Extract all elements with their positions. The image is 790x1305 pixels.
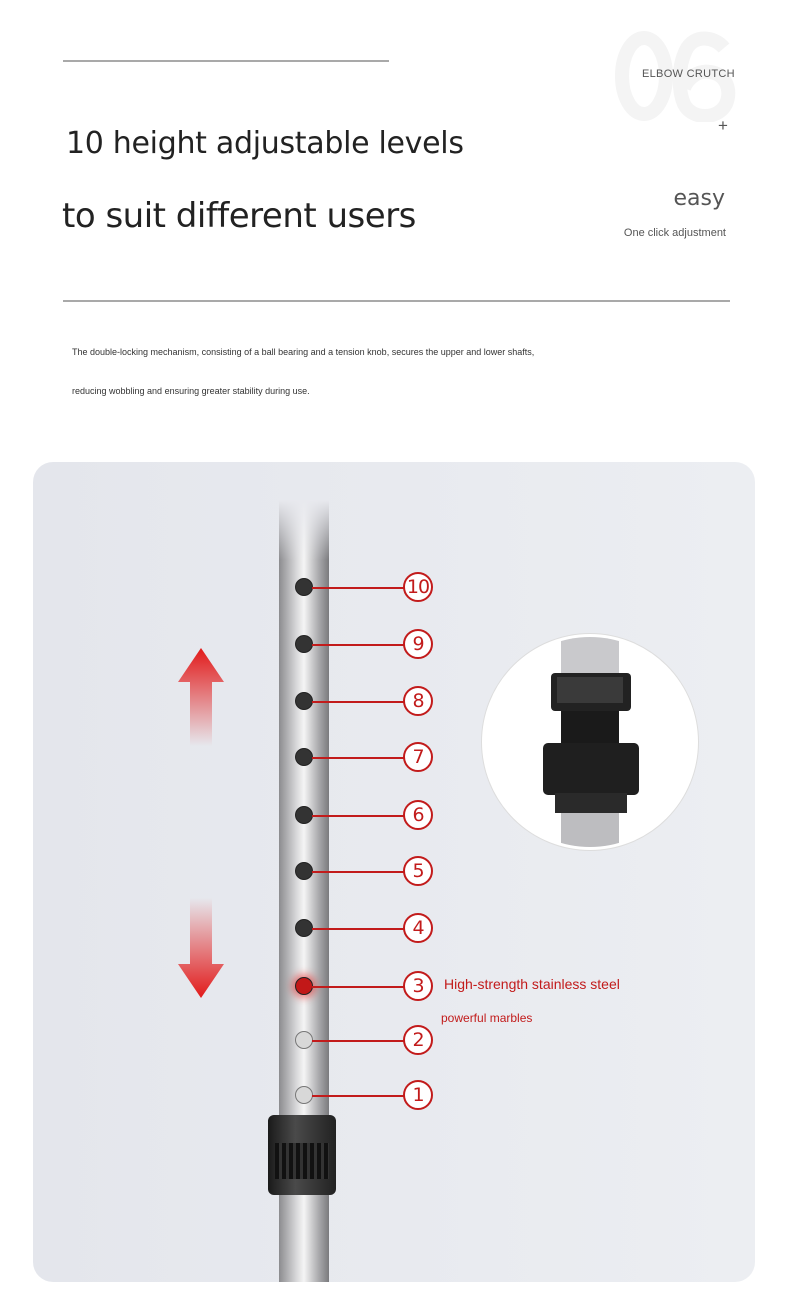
middle-divider bbox=[63, 300, 730, 302]
leader-line bbox=[312, 871, 404, 873]
description-line-1: The double-locking mechanism, consisting of a ball bearing and a tension knob, secures the upper and lower shafts, bbox=[72, 347, 535, 357]
leader-line bbox=[312, 1095, 404, 1097]
callout-line-2: powerful marbles bbox=[441, 1011, 533, 1025]
adjustment-hole bbox=[295, 919, 313, 937]
level-number: 3 bbox=[403, 971, 433, 1001]
brand-label: ELBOW CRUTCH bbox=[642, 68, 735, 80]
adjustment-hole bbox=[295, 977, 313, 995]
adjustment-hole bbox=[295, 635, 313, 653]
arrow-up-icon bbox=[178, 648, 224, 746]
arrow-down-icon bbox=[178, 898, 224, 998]
knob-grip bbox=[275, 1143, 329, 1179]
title-line-1: 10 height adjustable levels bbox=[66, 126, 464, 161]
description-line-2: reducing wobbling and ensuring greater stability during use. bbox=[72, 386, 310, 396]
level-number: 6 bbox=[403, 800, 433, 830]
leader-line bbox=[312, 986, 404, 988]
leader-line bbox=[312, 644, 404, 646]
adjustment-hole bbox=[295, 748, 313, 766]
callout-line-1: High-strength stainless steel bbox=[444, 976, 620, 992]
plus-icon: + bbox=[718, 116, 728, 135]
shaft-fade bbox=[279, 500, 329, 560]
leader-line bbox=[312, 928, 404, 930]
level-number: 1 bbox=[403, 1080, 433, 1110]
adjustment-hole bbox=[295, 578, 313, 596]
level-number: 7 bbox=[403, 742, 433, 772]
leader-line bbox=[312, 815, 404, 817]
level-number: 9 bbox=[403, 629, 433, 659]
leader-line bbox=[312, 757, 404, 759]
lock-detail-inset bbox=[482, 634, 698, 850]
level-number: 4 bbox=[403, 913, 433, 943]
title-line-2: to suit different users bbox=[62, 196, 416, 236]
leader-line bbox=[312, 701, 404, 703]
level-number: 5 bbox=[403, 856, 433, 886]
lock-mechanism-image bbox=[485, 637, 695, 847]
feature-title: easy bbox=[673, 186, 725, 211]
adjustment-hole bbox=[295, 806, 313, 824]
level-number: 2 bbox=[403, 1025, 433, 1055]
adjustment-hole bbox=[295, 692, 313, 710]
leader-line bbox=[312, 587, 404, 589]
adjustment-hole bbox=[295, 1086, 313, 1104]
adjustment-hole bbox=[295, 862, 313, 880]
adjustment-hole bbox=[295, 1031, 313, 1049]
feature-subtitle: One click adjustment bbox=[623, 227, 726, 239]
leader-line bbox=[312, 1040, 404, 1042]
level-number: 8 bbox=[403, 686, 433, 716]
top-divider bbox=[63, 60, 389, 62]
level-number: 10 bbox=[403, 572, 433, 602]
